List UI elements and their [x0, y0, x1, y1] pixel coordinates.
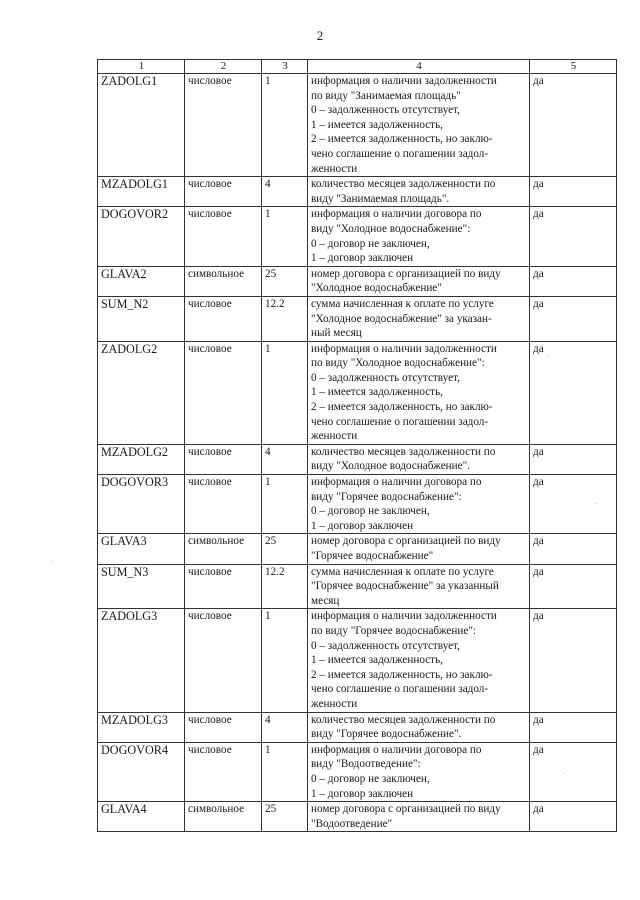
field-name-cell: MZADOLG2 — [98, 444, 185, 474]
column-header-1: 1 — [98, 60, 185, 74]
field-name-cell: ZADOLG3 — [98, 609, 185, 712]
field-length-cell: 4 — [262, 444, 308, 474]
field-name-cell: DOGOVOR2 — [98, 207, 185, 266]
field-description-cell — [308, 742, 530, 801]
field-length-cell: 25 — [262, 266, 308, 296]
field-name-cell: MZADOLG3 — [98, 712, 185, 742]
table-header — [98, 60, 617, 74]
field-type-cell: числовое — [185, 475, 262, 534]
description-line: "Холодное водоснабжение" — [311, 282, 442, 295]
description-line: 2 – имеется задолженность, но заклю- — [311, 401, 493, 414]
column-header-5: 5 — [530, 60, 617, 74]
table-row — [98, 475, 617, 534]
field-required-cell: да — [530, 177, 617, 207]
field-name-cell: SUM_N3 — [98, 564, 185, 609]
description-line: количество месяцев задолженности по — [311, 445, 496, 458]
field-name-cell: ZADOLG1 — [98, 74, 185, 177]
field-type-cell: символьное — [185, 534, 262, 564]
description-line: месяц — [311, 594, 340, 607]
field-type-cell: числовое — [185, 564, 262, 609]
field-name-cell: DOGOVOR3 — [98, 475, 185, 534]
description-line: "Горячее водоснабжение" — [311, 550, 434, 562]
scan-speck — [564, 773, 565, 774]
field-description-cell — [308, 802, 530, 832]
field-type-cell: символьное — [185, 802, 262, 832]
description-line: информация о наличии договора по — [311, 743, 482, 756]
description-line: 2 – имеется задолженность, но заклю- — [311, 668, 493, 681]
field-type-cell: символьное — [185, 266, 262, 296]
field-required-cell: да — [530, 802, 617, 832]
table-row — [98, 341, 617, 444]
field-name-cell: GLAVA2 — [98, 266, 185, 296]
description-line: ный месяц — [311, 327, 362, 340]
field-required-cell: да — [530, 444, 617, 474]
table-row — [98, 802, 617, 832]
table-row — [98, 712, 617, 742]
description-line: "Горячее водоснабжение" за указанный — [311, 580, 499, 593]
description-line: 1 – договор заключен — [311, 252, 414, 265]
description-line: количество месяцев задолженности по — [311, 178, 496, 191]
page-number: 2 — [316, 28, 324, 43]
column-header-4: 4 — [308, 60, 530, 74]
field-type-cell: числовое — [185, 74, 262, 177]
description-line: 0 – задолженность отсутствует, — [311, 639, 460, 652]
field-required-cell: да — [530, 534, 617, 564]
description-line: женности — [311, 430, 358, 443]
description-line: информация о наличии договора по — [311, 476, 482, 489]
field-required-cell: да — [530, 207, 617, 266]
scan-speck — [596, 503, 597, 504]
description-line: 0 – договор не заключен, — [311, 505, 430, 518]
field-type-cell: числовое — [185, 712, 262, 742]
table-row — [98, 296, 617, 341]
description-line: 0 – задолженность отсутствует, — [311, 104, 460, 117]
description-line: 1 – имеется задолженность, — [311, 118, 443, 131]
field-description-cell — [308, 74, 530, 177]
field-length-cell: 1 — [262, 475, 308, 534]
description-line: "Холодное водоснабжение" за указан- — [311, 312, 492, 325]
description-line: сумма начисленная к оплате по услуге — [311, 297, 494, 310]
field-required-cell: да — [530, 564, 617, 609]
field-description-cell — [308, 444, 530, 474]
column-header-3: 3 — [262, 60, 308, 74]
field-required-cell: да — [530, 266, 617, 296]
description-line: 2 – имеется задолженность, но заклю- — [311, 133, 493, 146]
field-name-cell: MZADOLG1 — [98, 177, 185, 207]
field-type-cell: числовое — [185, 207, 262, 266]
description-line: 0 – договор не заключен, — [311, 772, 430, 785]
field-spec-table — [97, 59, 617, 832]
field-name-cell: SUM_N2 — [98, 296, 185, 341]
description-line: по виду "Холодное водоснабжение": — [311, 357, 485, 370]
description-line: чено соглашение о погашении задол- — [311, 147, 489, 160]
field-type-cell: числовое — [185, 609, 262, 712]
field-type-cell: числовое — [185, 742, 262, 801]
field-length-cell: 12.2 — [262, 296, 308, 341]
description-line: виду "Водоотведение": — [311, 758, 421, 771]
description-line: по виду "Занимаемая площадь" — [311, 89, 461, 102]
field-required-cell: да — [530, 341, 617, 444]
field-description-cell — [308, 266, 530, 296]
field-name-cell: DOGOVOR4 — [98, 742, 185, 801]
field-description-cell — [308, 609, 530, 712]
field-required-cell: да — [530, 609, 617, 712]
field-length-cell: 12.2 — [262, 564, 308, 609]
description-line: женности — [311, 162, 358, 175]
description-line: "Водоотведение" — [311, 817, 393, 830]
table-row — [98, 564, 617, 609]
field-required-cell: да — [530, 712, 617, 742]
description-line: чено соглашение о погашении задол- — [311, 415, 489, 428]
field-name-cell: GLAVA4 — [98, 802, 185, 832]
description-line: 1 – договор заключен — [311, 519, 414, 532]
description-line: 1 – имеется задолженность, — [311, 386, 443, 399]
table-row — [98, 177, 617, 207]
description-line: номер договора с организацией по виду — [311, 267, 501, 280]
description-line: виду "Занимаемая площадь". — [311, 192, 450, 205]
table-row — [98, 74, 617, 177]
field-description-cell — [308, 534, 530, 564]
description-line: виду "Горячее водоснабжение". — [311, 728, 462, 741]
description-line: женности — [311, 697, 358, 710]
description-line: сумма начисленная к оплате по услуге — [311, 565, 494, 578]
description-line: номер договора с организацией по виду — [311, 535, 501, 548]
header-row — [98, 60, 617, 74]
column-header-2: 2 — [185, 60, 262, 74]
description-line: виду "Холодное водоснабжение": — [311, 222, 471, 235]
description-line: по виду "Горячее водоснабжение": — [311, 624, 477, 637]
table-row — [98, 207, 617, 266]
table-body — [98, 74, 617, 832]
table-row — [98, 609, 617, 712]
field-description-cell — [308, 207, 530, 266]
description-line: 0 – задолженность отсутствует, — [311, 371, 460, 384]
scan-speck — [51, 561, 52, 562]
description-line: количество месяцев задолженности по — [311, 713, 496, 726]
description-line: информация о наличии задолженности — [311, 75, 497, 87]
field-length-cell: 4 — [262, 712, 308, 742]
field-length-cell: 25 — [262, 534, 308, 564]
description-line: чено соглашение о погашении задол- — [311, 683, 489, 696]
field-type-cell: числовое — [185, 444, 262, 474]
description-line: информация о наличии задолженности — [311, 342, 497, 355]
description-line: 1 – имеется задолженность, — [311, 654, 443, 667]
field-length-cell: 1 — [262, 207, 308, 266]
field-required-cell: да — [530, 74, 617, 177]
field-description-cell — [308, 475, 530, 534]
field-type-cell: числовое — [185, 177, 262, 207]
field-length-cell: 1 — [262, 341, 308, 444]
field-length-cell: 25 — [262, 802, 308, 832]
field-length-cell: 1 — [262, 609, 308, 712]
table-row — [98, 742, 617, 801]
field-description-cell — [308, 341, 530, 444]
description-line: информация о наличии договора по — [311, 208, 482, 221]
description-line: информация о наличии задолженности — [311, 610, 497, 623]
field-length-cell: 1 — [262, 742, 308, 801]
description-line: 0 – договор не заключен, — [311, 237, 430, 250]
table-row — [98, 534, 617, 564]
description-line: номер договора с организацией по виду — [311, 803, 501, 816]
field-required-cell: да — [530, 475, 617, 534]
description-line: виду "Горячее водоснабжение": — [311, 490, 462, 503]
description-line: 1 – договор заключен — [311, 787, 414, 800]
field-description-cell — [308, 712, 530, 742]
field-length-cell: 4 — [262, 177, 308, 207]
field-length-cell: 1 — [262, 74, 308, 177]
field-type-cell: числовое — [185, 296, 262, 341]
table-row — [98, 444, 617, 474]
field-description-cell — [308, 564, 530, 609]
field-name-cell: ZADOLG2 — [98, 341, 185, 444]
scan-speck — [548, 356, 549, 357]
field-description-cell — [308, 177, 530, 207]
field-required-cell: да — [530, 296, 617, 341]
description-line: виду "Холодное водоснабжение". — [311, 460, 470, 473]
field-type-cell: числовое — [185, 341, 262, 444]
field-description-cell — [308, 296, 530, 341]
table-row — [98, 266, 617, 296]
field-name-cell: GLAVA3 — [98, 534, 185, 564]
field-required-cell: да — [530, 742, 617, 801]
